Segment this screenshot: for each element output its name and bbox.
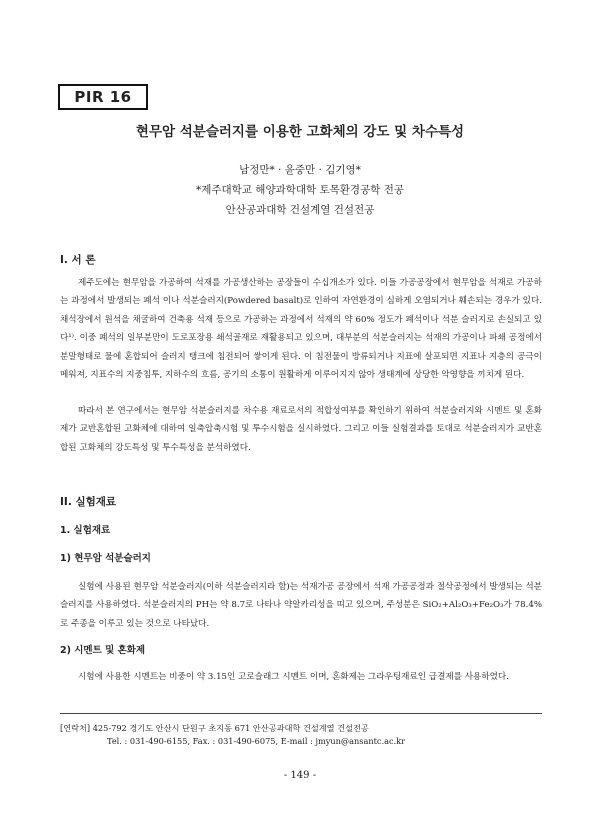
subsubsection-heading-cement: 2) 시멘트 및 혼화제	[60, 645, 146, 656]
intro-paragraph-2: 따라서 본 연구에서는 현무암 석분슬러지를 차수용 재료로서의 적합성여부를 확인하기 위하여 석분슬러지와 시멘트 및 혼화제가 교반혼합된 고화체에 대하여 일축압축시험 및 투수시험을 실시하였다. 그리고 이들 실험결과를 토대로 석분슬러지가 교반혼합된 고화체의 강도특성 및 투수특성을 분석하였다.	[60, 406, 542, 453]
contact-address: [연락처] 425-792 경기도 안산시 단원구 초지동 671 안산공과대학 건설계열 건설전공	[60, 723, 369, 733]
authors: 남정만* · 윤중만 · 김기영*	[239, 164, 361, 176]
paper-code-badge: PIR 16	[58, 84, 148, 110]
contact-footer	[60, 713, 542, 748]
section-heading-introduction: I. 서 론	[60, 254, 96, 266]
page-number: - 149 -	[283, 770, 317, 781]
cement-paragraph: 시험에 사용한 시멘트는 비중이 약 3.15인 고로슬래그 시멘트 이며, 혼화제는 그라우팅재료인 급결제를 사용하였다.	[78, 672, 509, 682]
subsubsection-heading-sludge: 1) 현무암 석분슬러지	[60, 553, 151, 564]
intro-paragraph-1: 제주도에는 현무암을 가공하여 석재를 가공생산하는 공장들이 수십개소가 있다. 이들 가공공장에서 현무암을 석재로 가공하는 과정에서 발생되는 폐석 이나 석분슬러지(Powdered basalt)로 인하여 자연환경이 심하게 오염되거나 훼손되는 경우가 있다. 채석장에서 원석을 채굴하여 건축용 석재 등으로 가공하는 과정에서 석재의 약 60% 정도가 폐석이나 석분 슬러지로 손실되고 있다¹⁾. 이중 폐석의 일부분만이 도로포장용 쇄석골재로 재활용되고 있으며, 대부분의 석분슬러지는 석재의 가공이나 파쇄 공정에서 분말형태로 물에 혼합되어 슬러지 탱크에 침전되어 쌓이게 된다. 이 침전물이 방류되거나 지표에 살포되면 지표나 지층의 공극이 메워져, 지표수의 지중침투, 지하수의 흐름, 공기의 소통이 원활하게 이루어지지 않아 생태계에 상당한 악영향을 끼치게 된다.	[60, 278, 542, 381]
contact-phone-email: Tel. : 031-490-6155, Fax. : 031-490-6075, E-mail : jmyun@ansantc.ac.kr	[107, 736, 406, 746]
paper-title: 현무암 석분슬러지를 이용한 고화체의 강도 및 차수특성	[135, 124, 465, 140]
section-heading-materials: II. 실험재료	[60, 496, 117, 508]
sludge-paragraph: 실험에 사용된 현무암 석분슬러지(이하 석분슬러지라 함)는 석재가공 공장에서 석재 가공공정과 절삭공정에서 발생되는 석분슬러지를 사용하였다. 석분슬러지의 PH는 약 8.7로 나타나 약알카리성을 띠고 있으며, 주성분은 SiO₂+Al₂O₃+Fe₂O₃가 78.4%로 주종을 이루고 있는 것으로 나타났다.	[60, 582, 542, 629]
affiliation-1: *제주대학교 해양과학대학 토목환경공학 전공	[196, 184, 404, 196]
affiliation-2: 안산공과대학 건설계열 건설전공	[225, 204, 375, 216]
subsection-heading-materials: 1. 실험재료	[60, 525, 111, 536]
